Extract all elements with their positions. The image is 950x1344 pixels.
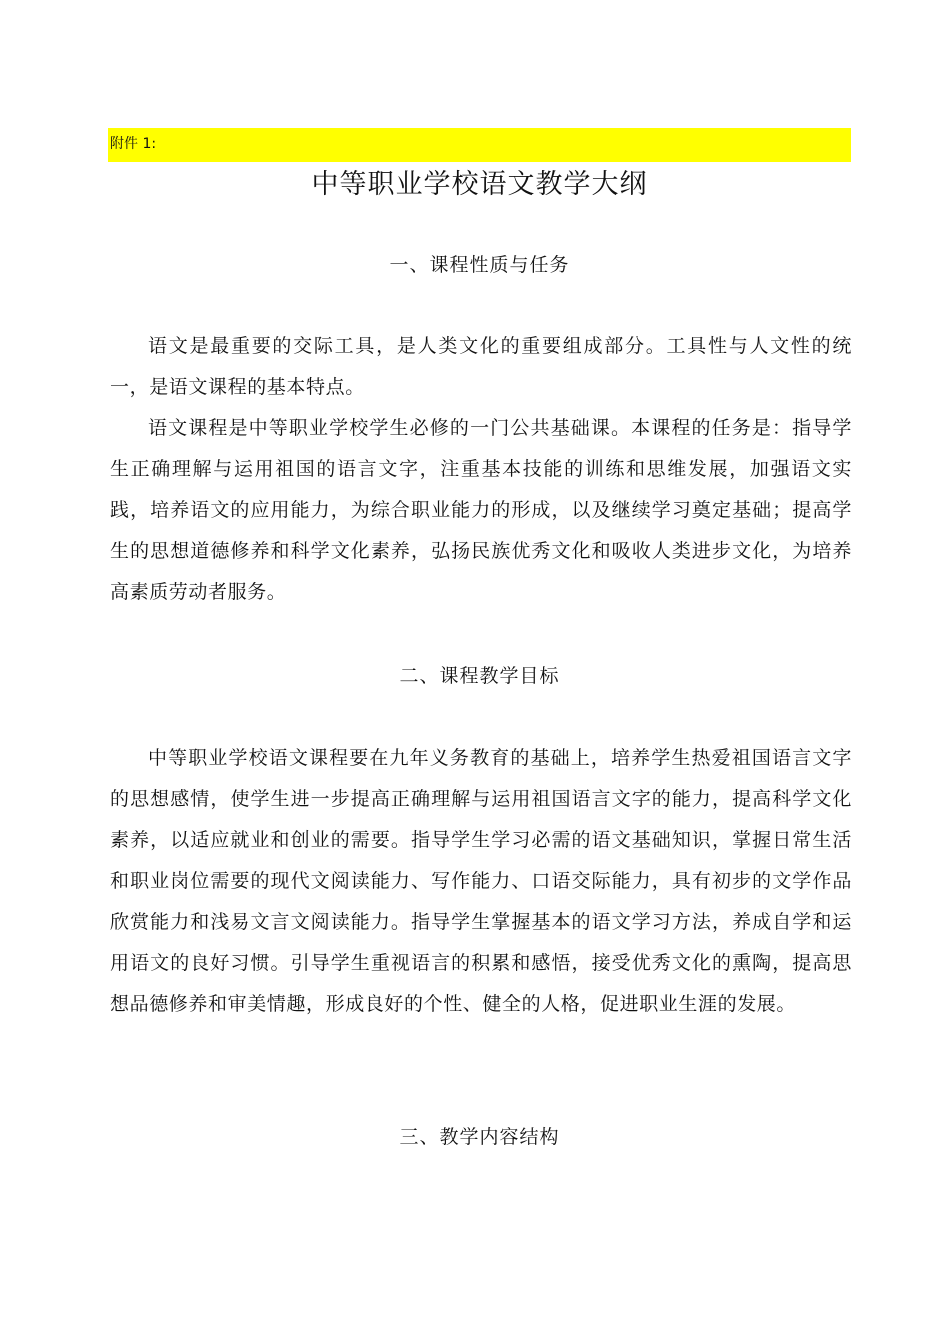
paragraph-nature: 语文是最重要的交际工具，是人类文化的重要组成部分。工具性与人文性的统一，是语文课程的基本特点。 [110, 335, 852, 398]
attachment-highlight-bar [108, 128, 851, 162]
section-heading-teaching-objectives: 二、课程教学目标 [399, 665, 560, 687]
section-heading-content-structure: 三、教学内容结构 [399, 1126, 560, 1148]
section-heading-nature-and-tasks: 一、课程性质与任务 [389, 254, 570, 276]
paragraph-tasks: 语文课程是中等职业学校学生必修的一门公共基础课。本课程的任务是：指导学生正确理解与运用祖国的语言文字，注重基本技能的训练和思维发展，加强语文实践，培养语文的应用能力，为综合职业能力的形成，以及继续学习奠定基础；提高学生的思想道德修养和科学文化素养，弘扬民族优秀文化和吸收人类进步文化，为培养高素质劳动者服务。 [110, 417, 852, 603]
attachment-label: 附件 1: [110, 136, 157, 152]
document-title: 中等职业学校语文教学大纲 [311, 169, 648, 200]
paragraph-objectives: 中等职业学校语文课程要在九年义务教育的基础上，培养学生热爱祖国语言文字的思想感情，使学生进一步提高正确理解与运用祖国语言文字的能力，提高科学文化素养，以适应就业和创业的需要。指导学生学习必需的语文基础知识，掌握日常生活和职业岗位需要的现代文阅读能力、写作能力、口语交际能力，具有初步的文学作品欣赏能力和浅易文言文阅读能力。指导学生掌握基本的语文学习方法，养成自学和运用语文的良好习惯。引导学生重视语言的积累和感悟，接受优秀文化的熏陶，提高思想品德修养和审美情趣，形成良好的个性、健全的人格，促进职业生涯的发展。 [110, 747, 852, 1015]
